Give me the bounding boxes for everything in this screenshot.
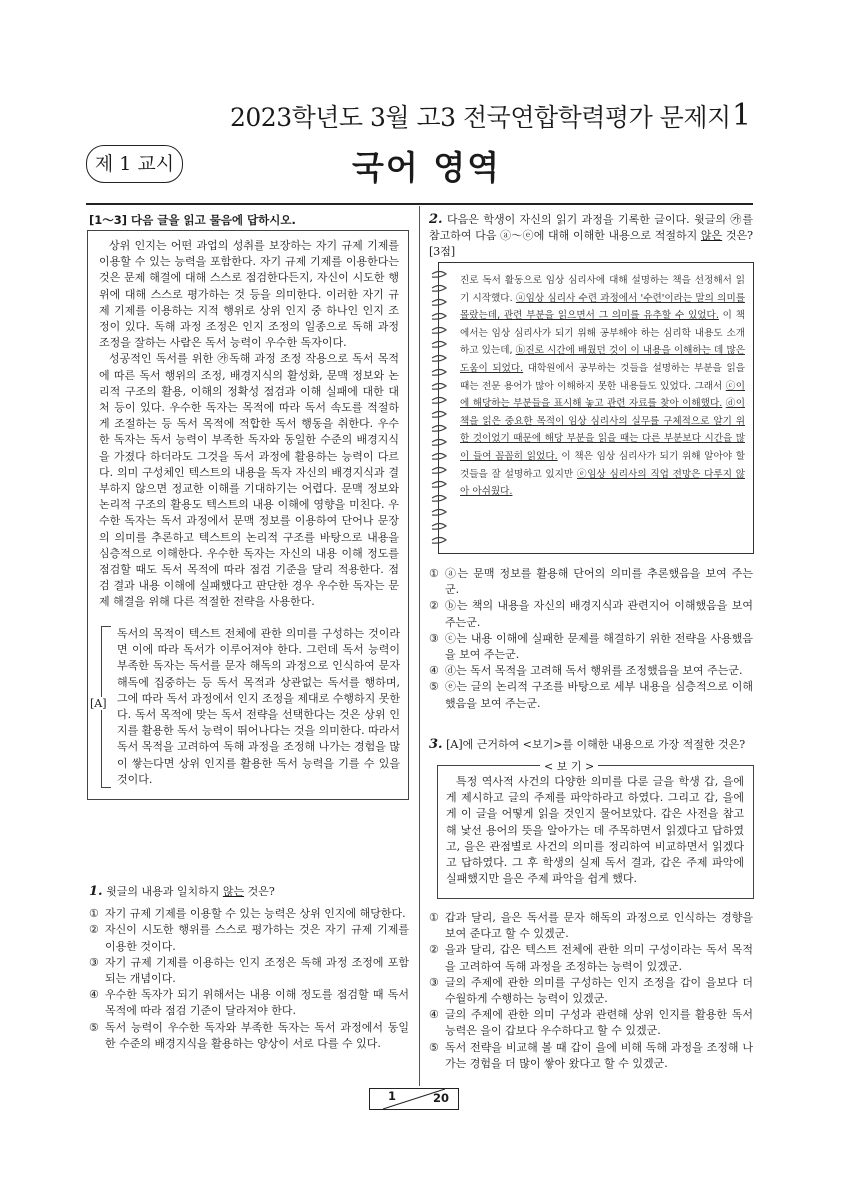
option-text: 을과 달리, 갑은 텍스트 전체에 관한 의미 구성이라는 독서 목적을 고려하여 독해 과정을 조정하는 능력이 있겠군. [445, 943, 753, 973]
passage-paragraph-3: 독서의 목적이 텍스트 전체에 관한 의미를 구성하는 것이라면 이에 따라 독서가 이루어져야 한다. 그런데 독서 능력이 부족한 독자는 독서를 문자 해독의 과정으로 인식하여 문자 해독에 집중하는 등 독서 목적과 상관없는 독서를 행하며, 그에 따라 독서 과정에서 인지 조정을 제대로 수행하지 못한다. 독서 목적에 맞는 독서 전략을 선택한다는 것은 상위 인지를 활용한 독서 능력이 뛰어나다는 것을 의미한다. 따라서 독서 목적을 고려하여 독해 과정을 조정해 나가는 경험을 많이 쌓는다면 상위 인지를 활용한 독서 능력을 기를 수 있을 것이다. [117, 627, 400, 786]
header-divider [86, 203, 753, 205]
subject-title: 국어 영역 [352, 148, 502, 187]
page-number: 1 [732, 98, 752, 133]
stem-text: [A]에 근거하여 <보기>를 이해한 내용으로 가장 적절한 것은? [446, 738, 746, 751]
option-number: ③ [429, 631, 439, 645]
column-divider [419, 206, 420, 1086]
note-text: 대학원에서 공부하는 것들을 설명하는 부분을 읽을 때는 전문 용어가 많아 이해하지 못한 내용들도 있었다. 그래서 [460, 362, 745, 392]
answer-option[interactable] [89, 906, 409, 922]
option-number: ① [89, 907, 99, 921]
question-2-stem [429, 212, 753, 261]
answer-option[interactable] [429, 598, 753, 630]
option-text: 글의 주제에 관한 의미 구성과 관련해 상위 인지를 활용한 독서 능력은 을이 갑보다 우수하다고 할 수 있겠군. [445, 1008, 753, 1038]
option-number: ④ [429, 1008, 439, 1022]
bogi-title: < 보 기 > [540, 758, 598, 774]
note-text: 이 책은 임상 심리사가 되기 위해 알아야 할 것들을 잘 설명하고 있지만 [460, 450, 745, 480]
question-1 [89, 884, 409, 1052]
stem-text: 윗글의 내용과 일치하지 [106, 885, 223, 898]
option-number: ③ [429, 975, 439, 989]
answer-option[interactable] [89, 1020, 409, 1052]
option-text: ⓐ는 문맥 정보를 활용해 단어의 의미를 추론했음을 보여 주는군. [445, 567, 753, 597]
option-number: ④ [89, 988, 99, 1002]
answer-option[interactable] [429, 1007, 753, 1039]
question-3-stem [429, 737, 753, 753]
option-number: ⑤ [89, 1020, 99, 1034]
option-text: 독서 능력이 우수한 독자와 부족한 독자는 독서 과정에서 동일한 수준의 배경지식을 활용하는 양상이 서로 다를 수 있다. [105, 1020, 409, 1050]
stem-text: 것은? [3점] [429, 229, 753, 259]
stem-text: 것은? [244, 885, 275, 898]
option-number: ④ [429, 664, 439, 678]
option-number: ① [429, 567, 439, 580]
note-mark-c: ⓒ이에 해당하는 부분들을 표시해 놓고 관련 자료를 찾아 이해했다. [460, 380, 745, 410]
answer-option[interactable] [89, 987, 409, 1019]
answer-option[interactable] [429, 679, 753, 711]
answer-option[interactable] [429, 1040, 753, 1072]
stem-emphasis: 않는 [222, 885, 245, 898]
option-number: ② [89, 923, 99, 937]
option-text: 자기 규제 기제를 이용할 수 있는 능력은 상위 인지에 해당한다. [105, 907, 406, 921]
option-number: ① [429, 911, 439, 924]
option-number: ③ [89, 955, 99, 969]
option-text: ⓑ는 책의 내용을 자신의 배경지식과 관련지어 이해했음을 보여 주는군. [445, 599, 753, 629]
note-mark-b: ⓑ진로 시간에 배웠던 것이 이 내용을 이해하는 데 많은 도움이 되었다. [460, 345, 745, 374]
exam-title: 2023학년도 3월 고3 전국연합학력평가 문제지 [230, 103, 731, 132]
note-text: 이 책에서는 임상 심리사가 되기 위해 공부해야 하는 심리학 내용도 소개하고 있는데, [460, 310, 745, 357]
footer-current-page: 1 [388, 1089, 397, 1103]
option-text: 자신이 시도한 행위를 스스로 평가하는 것은 자기 규제 기제를 이용한 것이다. [105, 923, 409, 953]
option-number: ② [429, 943, 439, 957]
handwritten-note [460, 272, 745, 501]
option-text: 글의 주제에 관한 의미를 구성하는 인지 조정을 갑이 을보다 더 수월하게 수행하는 능력이 있겠군. [445, 975, 753, 1006]
question-number: 1. [89, 884, 103, 899]
option-text: 갑과 달리, 을은 독서를 문자 해독의 과정으로 인식하는 경향을 보여 준다고 할 수 있겠군. [445, 911, 753, 941]
stem-text: 다음은 학생이 자신의 읽기 과정을 기록한 글이다. 윗글의 ㉮를 참고하여 다음 ⓐ～ⓔ에 대해 이해한 내용으로 적절하지 [429, 213, 754, 243]
option-text: 자기 규제 기제를 이용하는 인지 조정은 독해 과정 조정에 포함되는 개념이다. [105, 955, 409, 986]
question-number: 3. [429, 737, 443, 752]
footer-total-pages: 20 [433, 1091, 450, 1105]
option-number: ⑤ [429, 1040, 439, 1054]
section-label-a: [A] [90, 697, 107, 710]
note-mark-e: ⓔ임상 심리사의 직업 전망은 다루지 않아 아쉬웠다. [460, 468, 745, 498]
option-text: ⓔ는 글의 논리적 구조를 바탕으로 세부 내용을 심층적으로 이해했음을 보여 주는군. [445, 680, 753, 710]
option-number: ⑤ [429, 680, 439, 694]
answer-option[interactable] [429, 975, 753, 1007]
bogi-content [446, 774, 744, 887]
answer-option[interactable] [89, 922, 409, 954]
instruction: [1～3] 다음 글을 읽고 물음에 답하시오. [89, 213, 296, 227]
option-text: ⓒ는 내용 이해에 실패한 문제를 해결하기 위한 전략을 사용했음을 보여 주는군. [445, 631, 753, 662]
answer-option[interactable] [429, 663, 753, 679]
passage-paragraph-1: 상위 인지는 어떤 과업의 성취를 보장하는 자기 규제 기제를 이용할 수 있는 능력을 포함한다. 자기 규제 기제를 이용한다는 것은 문제 해결에 대해 스스로 점검한다든지, 자신이 시도한 행위에 대해 스스로 평가하는 것 등을 의미한다. 이러한 자기 규제 기제를 이용하는 지적 행위로 상위 인지 중 하나인 인지 조정이 있다. 독해 과정 조정은 인지 조정의 일종으로 독해 과정 조정을 잘하는 사람은 독서 능력이 우수한 독자이다. [99, 239, 399, 350]
option-number: ② [429, 599, 439, 613]
answer-option[interactable] [429, 631, 753, 663]
answer-option[interactable] [89, 955, 409, 987]
answer-option[interactable] [429, 566, 753, 598]
note-mark-a: ⓐ임상 심리사 수련 과정에서 '수련'이라는 말의 의미를 몰랐는데, 관련 부분을 읽으면서 그 의미를 유추할 수 있었다. [460, 292, 745, 322]
passage-paragraph-2: 성공적인 독서를 위한 ㉮독해 과정 조정 작용으로 독서 목적에 따른 독서 행위의 조정, 배경지식의 활성화, 문맥 정보와 논리적 구조의 활용, 이해의 정확성 점검과 이해 실패에 대한 대처 등이 있다. 우수한 독자는 목적에 따라 독서 속도를 적절하게 조절하는 등 독서 목적에 적합한 독서 행동을 취한다. 우수한 독자는 독서 능력이 부족한 독자와 동일한 수준의 배경지식을 가졌다 하더라도 그것을 독서 과정에 활용하는 능력이 다르다. 의미 구성체인 텍스트의 내용을 독자 자신의 배경지식과 결부하지 않으면 정교한 이해를 기대하기는 어렵다. 문맥 정보와 논리적 구조의 활용도 텍스트의 내용 이해에 영향을 미친다. 우수한 독자는 독서 과정에서 문맥 정보를 이용하여 단어나 문장의 의미를 추론하고 텍스트의 논리적 구조를 바탕으로 내용을 심층적으로 이해한다. 우수한 독자는 자신의 내용 이해 정도를 점검할 때도 독서 목적에 따라 점검 기준을 달리 적용한다. 점검 결과 내용 이해에 실패했다고 판단한 경우 우수한 독자는 문제 해결을 위해 다른 적절한 전략을 사용한다. [99, 352, 399, 609]
note-text: 진로 독서 활동으로 임상 심리사에 대해 설명하는 책을 선정해서 읽기 시작했다. [460, 275, 745, 304]
question-1-stem [89, 884, 409, 900]
period-badge: 제 1 교시 [86, 145, 183, 183]
passage [99, 238, 399, 611]
question-3-options [429, 904, 753, 1072]
question-2-options [429, 560, 753, 712]
question-number: 2. [429, 212, 443, 227]
option-text: ⓓ는 독서 목적을 고려해 독서 행위를 조정했음을 보여 주는군. [445, 664, 743, 678]
bogi-text: 특정 역사적 사건의 다양한 의미를 다룬 글을 학생 갑, 을에게 제시하고 글의 주제를 파악하라고 하였다. 그리고 갑, 을에게 이 글을 어떻게 읽을 것인지 물어보았다. 갑은 사전을 참고해 낯선 용어의 뜻을 알아가는 데 주목하면서 읽겠다고 답하였고, 을은 관점별로 사건의 의미를 정리하여 비교하면서 읽겠다고 답하였다. 그 후 학생의 실제 독서 결과, 갑은 주제 파악에 실패했지만 을은 주제 파악을 쉽게 했다. [446, 775, 744, 886]
option-text: 독서 전략을 비교해 볼 때 갑이 을에 비해 독해 과정을 조정해 나가는 경험을 더 많이 쌓아 왔다고 할 수 있겠군. [445, 1040, 753, 1070]
answer-option[interactable] [429, 942, 753, 974]
stem-emphasis: 않은 [700, 229, 723, 243]
question-1-options [89, 906, 409, 1052]
note-mark-d: ⓓ이 책을 읽은 중요한 목적이 임상 심리사의 실무를 구체적으로 알기 위한 것이었기 때문에 해당 부분을 읽을 때는 다른 부분보다 시간을 많이 들여 꼼꼼히 읽었다. [460, 398, 745, 462]
answer-option[interactable] [429, 910, 753, 942]
spiral-binding-icon [428, 268, 452, 548]
option-text: 우수한 독자가 되기 위해서는 내용 이해 정도를 점검할 때 독서 목적에 따라 점검 기준이 달라져야 한다. [105, 988, 409, 1018]
